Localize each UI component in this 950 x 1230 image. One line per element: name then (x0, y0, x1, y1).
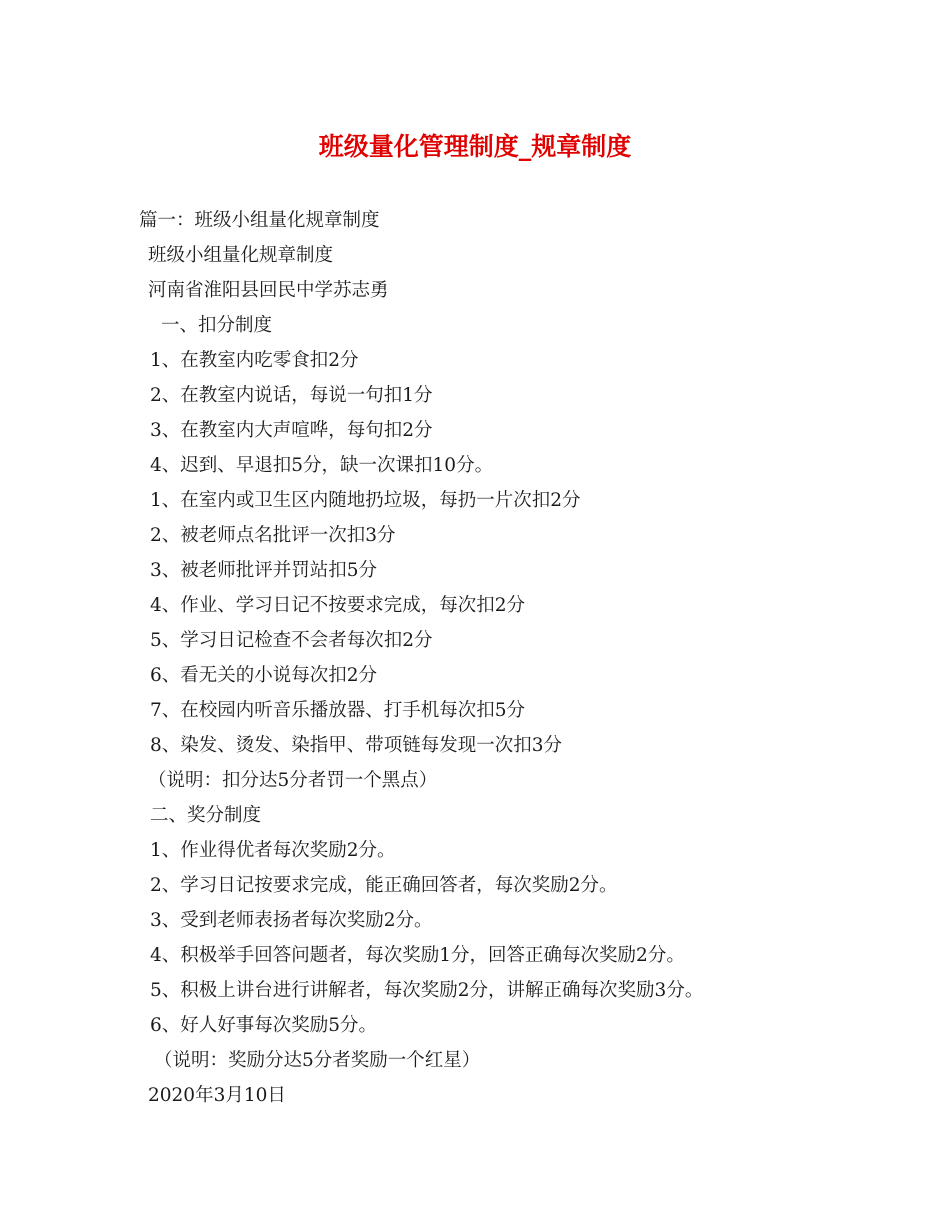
list-item: 3、在教室内大声喧哗，每句扣2分 (150, 420, 433, 441)
list-item: 6、看无关的小说每次扣2分 (150, 665, 378, 686)
body-line: 河南省淮阳县回民中学苏志勇 (148, 280, 389, 301)
list-item: 2、被老师点名批评一次扣3分 (150, 525, 396, 546)
section-heading: 一、扣分制度 (161, 315, 273, 336)
note: （说明：奖励分达5分者奖励一个红星） (154, 1050, 481, 1071)
list-item: 5、学习日记检查不会者每次扣2分 (150, 630, 433, 651)
list-item: 2、在教室内说话，每说一句扣1分 (150, 385, 433, 406)
body-line: 班级小组量化规章制度 (148, 245, 334, 266)
list-item: 6、好人好事每次奖励5分。 (150, 1015, 378, 1036)
list-item: 3、受到老师表扬者每次奖励2分。 (150, 910, 433, 931)
list-item: 4、作业、学习日记不按要求完成，每次扣2分 (150, 595, 526, 616)
list-item: 7、在校园内听音乐播放器、打手机每次扣5分 (150, 700, 526, 721)
list-item: 4、积极举手回答问题者，每次奖励1分，回答正确每次奖励2分。 (150, 945, 685, 966)
list-item: 1、在教室内吃零食扣2分 (150, 350, 359, 371)
date-line: 2020年3月10日 (148, 1085, 286, 1106)
document-body (139, 203, 919, 1113)
list-item: 1、作业得优者每次奖励2分。 (150, 840, 396, 861)
list-item: 4、迟到、早退扣5分，缺一次课扣10分。 (150, 455, 494, 476)
body-line: 篇一：班级小组量化规章制度 (139, 210, 380, 231)
list-item: 8、染发、烫发、染指甲、带项链每发现一次扣3分 (150, 735, 563, 756)
note: （说明：扣分达5分者罚一个黑点） (148, 770, 438, 791)
section-heading: 二、奖分制度 (150, 805, 262, 826)
list-item: 5、积极上讲台进行讲解者，每次奖励2分，讲解正确每次奖励3分。 (150, 980, 704, 1001)
list-item: 3、被老师批评并罚站扣5分 (150, 560, 378, 581)
document-title: 班级量化管理制度_规章制度 (318, 132, 632, 161)
list-item: 1、在室内或卫生区内随地扔垃圾，每扔一片次扣2分 (150, 490, 581, 511)
list-item: 2、学习日记按要求完成，能正确回答者，每次奖励2分。 (150, 875, 618, 896)
